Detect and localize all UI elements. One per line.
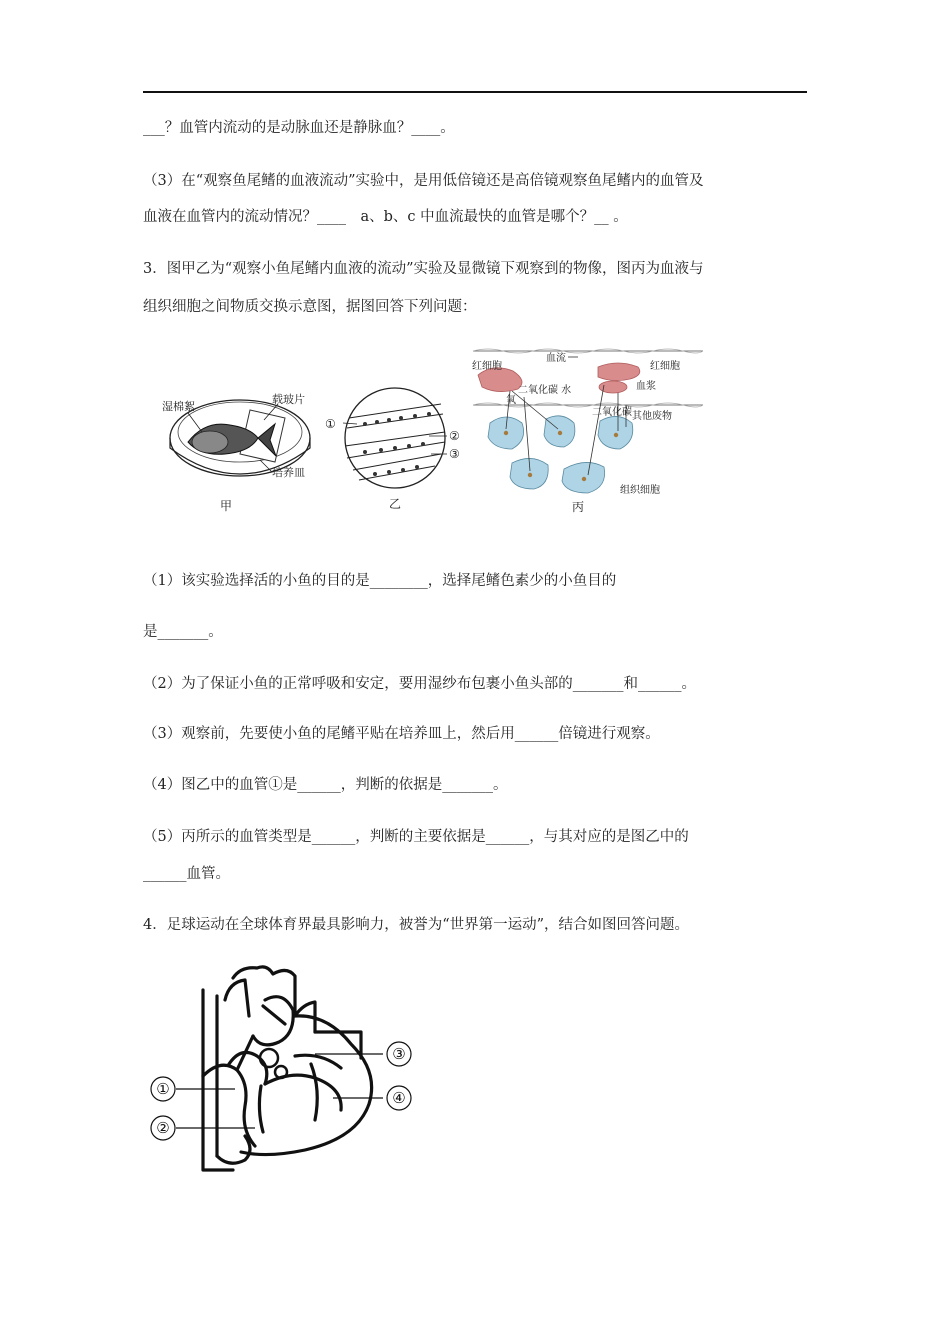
label-dish: 培养皿 [272,466,305,479]
figure-yi-microscope-view [325,378,470,516]
heart-marker-4: ④ [392,1089,406,1107]
bing-rbc-right: 红细胞 [650,361,680,372]
caption-yi: 乙 [389,497,402,511]
q3-part1-line1: （1）该实验选择活的小鱼的目的是________，选择尾鳍色素少的小鱼目的 [143,573,617,589]
q3-part4: （4）图乙中的血管①是______，判断的依据是_______。 [143,777,508,793]
heart-marker-1: ① [156,1080,170,1098]
heart-marker-2: ② [156,1119,170,1137]
text-line-1: ___？血管内流动的是动脉血还是静脉血？____。 [143,120,455,136]
heart-diagram [145,960,425,1175]
q3-part2: （2）为了保证小鱼的正常呼吸和安定，要用湿纱布包裹小鱼头部的_______和______。 [143,676,696,692]
bing-co2: 二氧化碳 [592,407,632,418]
caption-jia: 甲 [220,499,233,513]
question-3-intro-cont: 组织细胞之间物质交换示意图，据图回答下列问题： [143,299,477,315]
text-line-2: （3）在“观察鱼尾鳍的血液流动”实验中，是用低倍镜还是高倍镜观察鱼尾鳍内的血管及 [143,173,704,189]
bing-co2-water: 二氧化碳 水 [518,385,572,396]
bing-tissue: 组织细胞 [620,485,660,496]
q3-part5-line2: ______血管。 [143,866,230,882]
bing-waste: 其他废物 [632,411,672,422]
label-cotton: 湿棉絮 [162,400,195,413]
figure-jia-petri-dish [160,380,330,515]
heart-marker-3: ③ [392,1045,406,1063]
text-line-3: 血液在血管内的流动情况？____ a、b、c 中血流最快的血管是哪个？__ 。 [143,209,628,225]
question-4-intro: 4．足球运动在全球体育界最具影响力，被誉为“世界第一运动”，结合如图回答问题。 [143,917,690,933]
bing-plasma: 血浆 [636,381,656,392]
marker-3: ③ [449,447,460,461]
question-3-intro: 3．图甲乙为“观察小鱼尾鳍内血液的流动”实验及显微镜下观察到的物像，图丙为血液与 [143,261,704,277]
caption-bing: 丙 [572,500,585,514]
q3-part5-line1: （5）丙所示的血管类型是______，判断的主要依据是______，与其对应的是图乙中的 [143,829,689,845]
bing-oxygen: 氧 [506,395,516,406]
q3-part3: （3）观察前，先要使小鱼的尾鳍平贴在培养皿上，然后用______倍镜进行观察。 [143,726,660,742]
header-rule [143,91,807,93]
bing-rbc-left: 红细胞 [472,361,502,372]
figure-bing-exchange [468,345,708,520]
q3-part1-line2: 是_______。 [143,624,223,640]
bing-flow: 血流 [546,353,566,364]
marker-2: ② [449,429,460,443]
marker-1: ① [325,417,336,431]
label-slide: 载玻片 [272,393,305,406]
